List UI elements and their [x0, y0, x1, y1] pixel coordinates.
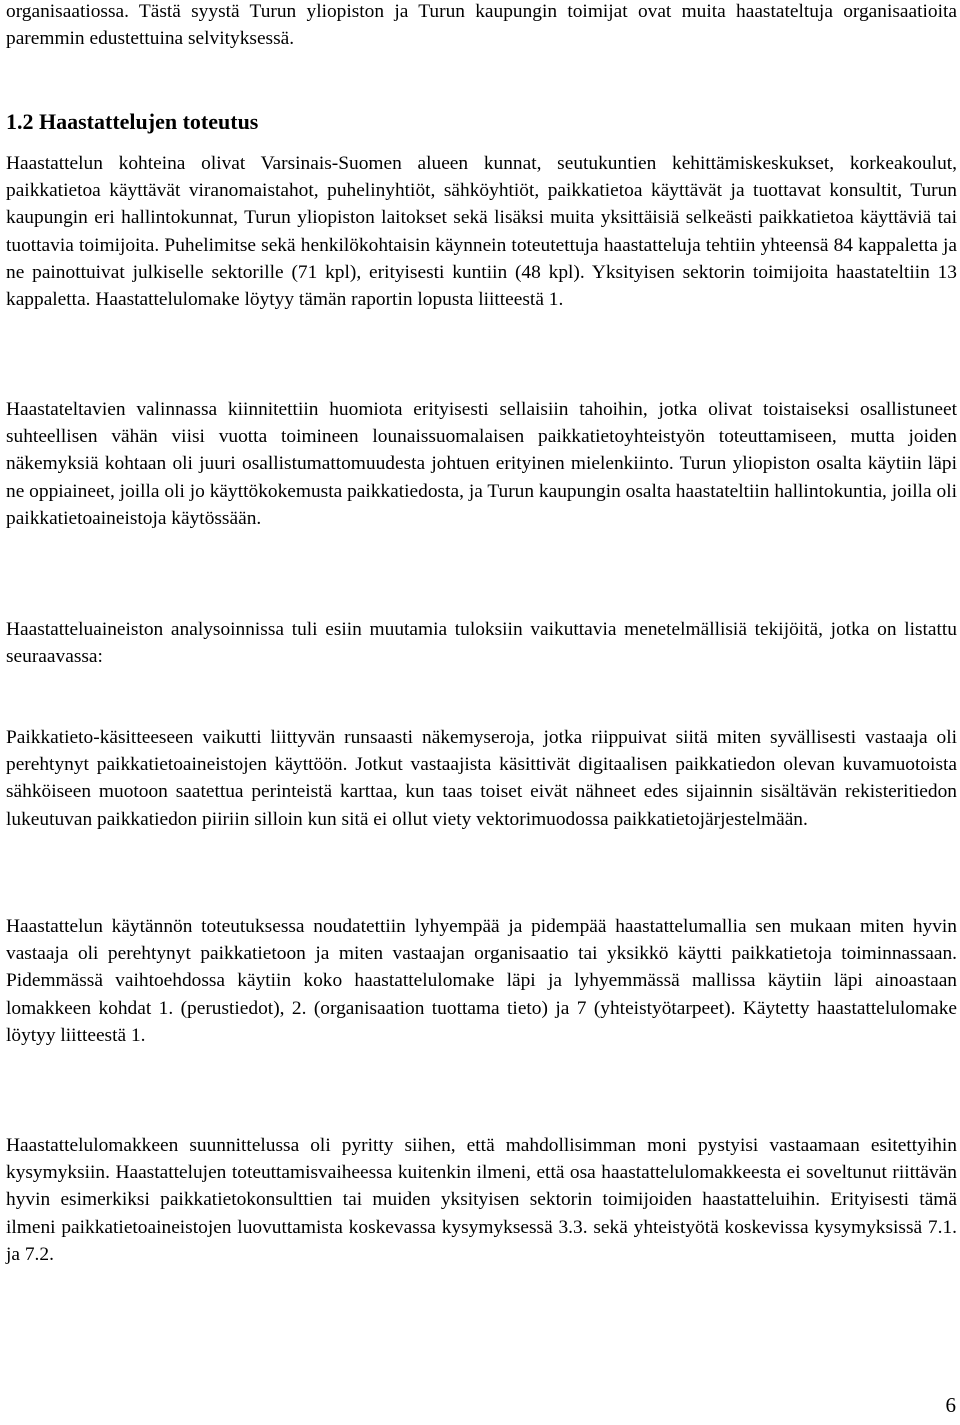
paragraph-interview-models: Haastattelun käytännön toteutuksessa noudatettiin lyhyempää ja pidempää haastattelumallia sen mukaan miten hyvin vastaaja oli perehtynyt paikkatietoon ja miten vastaajan organisaatio tai yksikkö käytti paikkatietoja toiminnassaan. Pidemmässä vaihtoehdossa käytiin koko haastattelulomake läpi ja lyhyemmässä mallissa käytiin läpi ainoastaan lomakkeen kohdat 1. (perustiedot), 2. (organisaation tuottama tieto) ja 7 (yhteistyötarpeet). Käytetty haastattelulomake löytyy liitteestä 1. [6, 916, 957, 1046]
paragraph-interviewee-selection: Haastateltavien valinnassa kiinnitettiin huomiota erityisesti sellaisiin tahoihin, jotka olivat toistaiseksi osallistuneet suhteellisen vähän viisi vuotta toimineen lounaissuomalaisen paikkatietoyhteistyön toteuttamiseen, mutta joiden näkemyksiä kohtaan oli juuri osallistumattomuudesta johtuen erityinen mielenkiinto. Turun yliopiston osalta käytiin läpi ne oppiaineet, joilla oli jo käyttökokemusta paikkatiedosta, ja Turun kaupungin osalta haastateltiin hallintokuntia, joilla oli paikkatietoaineistoja käytössään. [6, 399, 957, 529]
section-heading: 1.2 Haastattelujen toteutus [6, 109, 259, 134]
paragraph-analysis-factors: Haastatteluaineiston analysoinnissa tuli esiin muutamia tuloksiin vaikuttavia menetelmällisiä tekijöitä, jotka on listattu seuraavassa: [6, 619, 957, 668]
paragraph-concept-differences: Paikkatieto-käsitteeseen vaikutti liittyvän runsaasti näkemyseroja, jotka riippuivat siitä miten syvällisesti vastaaja oli perehtynyt paikkatietoaineistojen käyttöön. Jotkut vastaajista käsittivät digitaalisen paikkatiedon olevan kuvamuotoista sähköiseen muotoon saatettua perinteistä karttaa, kun taas toiset eivät nähneet edes sijainnin sisältävän rekisteritiedon lukeutuvan paikkatiedon piiriin silloin kun sitä ei ollut viety vektorimuodossa paikkatietojärjestelmään. [6, 727, 957, 830]
paragraph-form-design: Haastattelulomakkeen suunnittelussa oli pyritty siihen, että mahdollisimman moni pystyisi vastaamaan esitettyihin kysymyksiin. Haastattelujen toteuttamisvaiheessa kuitenkin ilmeni, että osa haastattelulomakkeesta ei soveltunut riittävän hyvin esimerkiksi paikkatietokonsulttien tai muiden yksityisen sektorin toimijoiden haastatteluihin. Erityisesti tämä ilmeni paikkatietoaineistojen luovuttamista koskevassa kysymyksessä 3.3. sekä yhteistyötä koskevissa kysymyksissä 7.1. ja 7.2. [6, 1135, 957, 1265]
intro-paragraph: organisaatiossa. Tästä syystä Turun yliopiston ja Turun kaupungin toimijat ovat muita haastateltuja organisaatioita paremmin edustettuina selvityksessä. [6, 1, 957, 50]
page-number: 6 [945, 1393, 956, 1417]
paragraph-interview-targets: Haastattelun kohteina olivat Varsinais-Suomen alueen kunnat, seutukuntien kehittämiskeskukset, korkeakoulut, paikkatietoa käyttävät viranomaistahot, puhelinyhtiöt, sähköyhtiöt, paikkatietoa käyttävät ja tuottavat konsultit, Turun kaupungin eri hallintokunnat, Turun yliopiston laitokset sekä lisäksi muita yksittäisiä selkeästi paikkatietoa käyttäviä tai tuottavia toimijoita. Puhelimitse sekä henkilökohtaisin käynnein toteutettuja haastatteluja tehtiin yhteensä 84 kappaletta ja ne painottuivat julkiselle sektorille (71 kpl), erityisesti kuntiin (48 kpl). Yksityisen sektorin toimijoita haastateltiin 13 kappaletta. Haastattelulomake löytyy tämän raportin lopusta liitteestä 1. [6, 153, 957, 311]
